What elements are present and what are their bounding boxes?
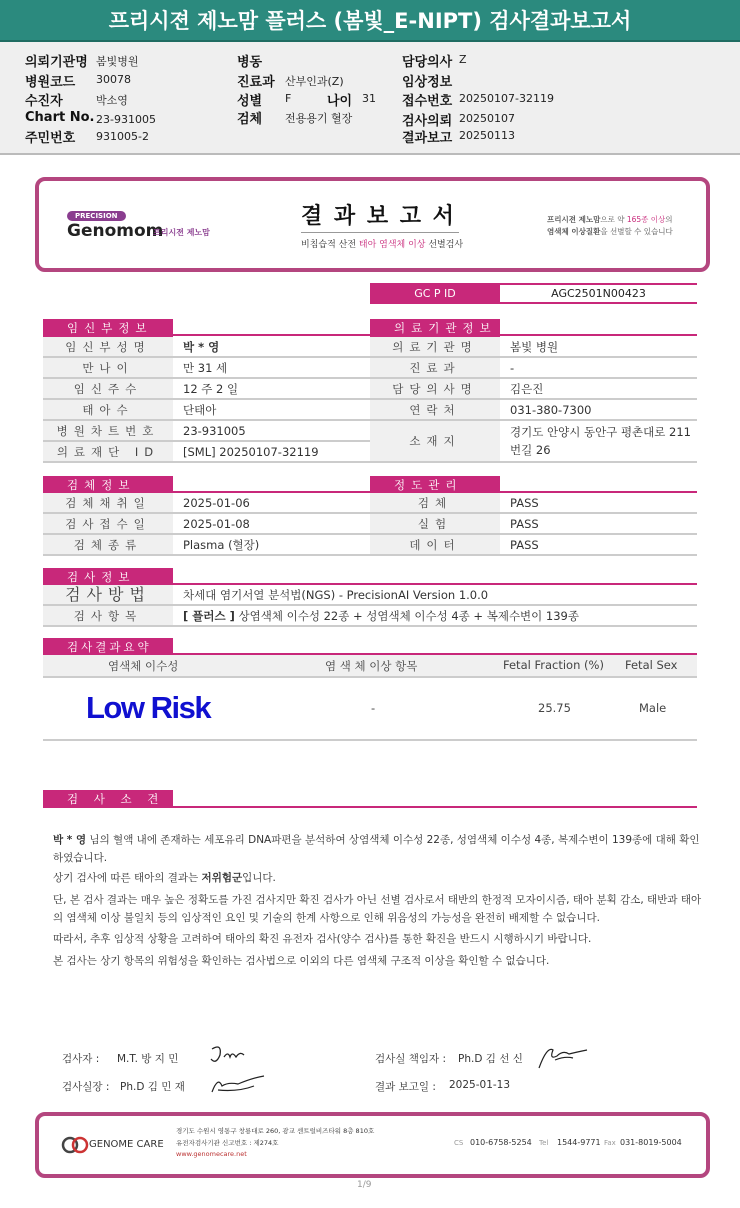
- row-label: 소재지: [370, 421, 500, 463]
- tester-signature-icon: [208, 1043, 248, 1067]
- row-value: 12 주 2 일: [173, 379, 370, 400]
- finding-bold: 저위험군: [201, 872, 243, 884]
- row-value: 031-380-7300: [500, 400, 697, 421]
- row-label: 임신주수: [43, 379, 173, 400]
- rrn-label: 주민번호: [25, 131, 76, 146]
- dept-label: 진료과: [237, 75, 275, 90]
- footer-box: [35, 1112, 710, 1178]
- clinical-label: 임상정보: [402, 75, 453, 90]
- report-banner: [35, 177, 710, 272]
- tester-name: M.T. 방 지 민: [117, 1053, 179, 1065]
- report-date-label: 결과보고: [402, 131, 453, 146]
- row-label: 검체채취일: [43, 493, 173, 514]
- finding-p2: [53, 869, 703, 887]
- chart-label: Chart No.: [25, 110, 95, 125]
- row-label: 실험: [370, 514, 500, 535]
- lead-name: Ph.D 김 선 신: [458, 1053, 523, 1065]
- row-label: 만나이: [43, 358, 173, 379]
- banner-subtitle: [301, 237, 463, 250]
- col-abnormal: 염 색 체 이상 항목: [325, 659, 418, 673]
- requester-label: 의뢰기관명: [25, 55, 88, 70]
- row-label: 검사접수일: [43, 514, 173, 535]
- page-number: 1/9: [357, 1180, 372, 1190]
- row-label: 검체종류: [43, 535, 173, 556]
- section-pregnant: 임신부정보: [43, 319, 173, 337]
- patient-label: 수진자: [25, 94, 63, 109]
- section-line: [173, 806, 697, 808]
- sex-label: 성별: [237, 94, 263, 109]
- row-value: 단태아: [173, 400, 370, 421]
- ward-label: 병동: [237, 55, 263, 70]
- request-value: 20250107: [459, 112, 515, 125]
- method-label: 검사방법: [43, 585, 173, 606]
- col-aneuploidy: 염색체 이수성: [108, 659, 179, 673]
- report-title: 프리시젼 제노맘 플러스 (봄빛_E-NIPT) 검사결과보고서: [0, 0, 740, 42]
- section-line: [500, 334, 697, 336]
- note-text: 으로 약: [600, 215, 627, 224]
- subtitle-highlight: 태아 염색체 이상: [358, 240, 426, 250]
- head-name: Ph.D 김 민 재: [120, 1081, 185, 1093]
- note-bold: 염색체 이상질환: [547, 227, 601, 236]
- row-label: 데이터: [370, 535, 500, 556]
- row-label: 임신부성명: [43, 337, 173, 358]
- section-summary: 검사결과요약: [43, 638, 173, 656]
- result-risk: Low Risk: [86, 690, 211, 725]
- result-fetal-fraction: 25.75: [538, 701, 571, 715]
- fax-number: 031-8019-5004: [620, 1138, 682, 1147]
- rrn-value: 931005-2: [96, 130, 149, 143]
- row-label: 의료재단 ID: [43, 442, 173, 463]
- head-label: 검사실장 :: [62, 1081, 110, 1093]
- genome-care-logo-icon: [61, 1136, 89, 1154]
- gcpid-label: GC P ID: [370, 283, 500, 304]
- hospital-code-label: 병원코드: [25, 75, 76, 90]
- note-bold: 프리시젼 제노맘: [547, 215, 601, 224]
- finding-p3: 단, 본 검사 결과는 매우 높은 정확도를 가진 검사지만 확진 검사가 아닌 선별 검사로서 태반의 한정적 모자이시즘, 태아 분획 감소, 태반과 태아의 염색체 이상 불일치 등의 임상적인 요인 및 기술의 한계 사항으로 인해 위음성의 가능성을 완전히 배제할 수 없습니다.: [53, 894, 702, 924]
- head-signature-icon: [208, 1072, 268, 1096]
- gcpid-value: AGC2501N00423: [500, 283, 697, 304]
- specimen-label: 검체: [237, 112, 263, 127]
- section-qc: 정도관리: [370, 476, 500, 494]
- section-findings: 검 사 소 견: [43, 790, 173, 808]
- brand-logo: Genomom: [67, 221, 164, 241]
- lead-label: 검사실 책임자 :: [375, 1053, 447, 1065]
- tester-label: 검사자 :: [62, 1053, 100, 1065]
- finding-text: 님의 혈액 내에 존재하는 세포유리 DNA파편을 분석하여 상염색체 이수성 22종, 성염색체 이수성 4종, 복제수변이 139종에 대해 확인하였습니다.: [53, 834, 700, 864]
- finding-p1: [53, 831, 703, 867]
- sex-value: F: [285, 92, 292, 105]
- row-label: 병원차트번호: [43, 421, 173, 442]
- subtitle-text: 비침습적 산전: [301, 240, 359, 250]
- banner-note: [547, 214, 673, 238]
- section-line: [173, 334, 370, 336]
- row-value: 봄빛 병원: [500, 337, 697, 358]
- cs-label: CS: [454, 1139, 464, 1147]
- dept-value: 산부인과(Z): [285, 75, 344, 88]
- chart-value: 23-931005: [96, 113, 156, 126]
- brand-sub: 프리시젼 제노맘: [153, 228, 210, 237]
- cs-phone: 010-6758-5254: [470, 1138, 532, 1147]
- banner-title: 결 과 보 고 서: [301, 204, 456, 229]
- row-value: 2025-01-08: [173, 514, 370, 535]
- row-label: 태아수: [43, 400, 173, 421]
- receipt-label: 접수번호: [402, 94, 453, 109]
- row-value: 박 * 영: [173, 337, 370, 358]
- note-text: 을 선별할 수 있습니다: [600, 227, 673, 236]
- section-test: 검사정보: [43, 568, 173, 586]
- row-value: 23-931005: [173, 421, 370, 442]
- request-label: 검사의뢰: [402, 114, 453, 129]
- patient-name: 박 * 영: [53, 834, 87, 846]
- summary-result-row: [43, 678, 697, 741]
- finding-text: 입니다.: [242, 872, 276, 884]
- age-label: 나이: [327, 94, 353, 109]
- finding-p4: 따라서, 추후 임상적 상황을 고려하여 태아의 확진 유전자 검사(양수 검사)를 통한 확진을 반드시 시행하시기 바랍니다.: [53, 933, 592, 945]
- receipt-value: 20250107-32119: [459, 92, 554, 105]
- section-institution: 의료기관정보: [370, 319, 500, 337]
- patient-value: 박소영: [96, 94, 128, 107]
- lead-signature-icon: [535, 1042, 590, 1070]
- summary-header-row: [43, 655, 697, 678]
- fax-label: Fax: [604, 1139, 616, 1147]
- row-label: 진료과: [370, 358, 500, 379]
- row-value: PASS: [500, 514, 697, 535]
- report-date: 2025-01-13: [449, 1079, 511, 1091]
- row-value: -: [500, 358, 697, 379]
- note-text: 의: [665, 215, 673, 224]
- items-plus: [ 플러스 ]: [183, 609, 235, 623]
- order-info-panel: [0, 42, 740, 155]
- row-label: 연락처: [370, 400, 500, 421]
- row-value: 2025-01-06: [173, 493, 370, 514]
- genome-care-logo: GENOME CARE: [89, 1139, 164, 1150]
- age-value: 31: [362, 92, 376, 105]
- row-value: PASS: [500, 535, 697, 556]
- result-abnormal: -: [371, 701, 376, 715]
- report-date-label: 결과 보고일 :: [375, 1081, 436, 1093]
- row-value: PASS: [500, 493, 697, 514]
- method-value: 차세대 염기서열 분석법(NGS) - PrecisionAI Version 1.0.0: [173, 585, 697, 606]
- hospital-code-value: 30078: [96, 73, 131, 86]
- note-highlight: 165종 이상: [626, 215, 666, 224]
- report-date-value: 20250113: [459, 129, 515, 142]
- col-fetal-fraction: Fetal Fraction (%): [503, 658, 604, 672]
- tel-phone: 1544-9771: [557, 1138, 601, 1147]
- doctor-value: Z: [459, 53, 467, 66]
- result-fetal-sex: Male: [639, 701, 667, 715]
- row-value: 만 31 세: [173, 358, 370, 379]
- footer-website[interactable]: www.genomecare.net: [176, 1150, 247, 1158]
- row-value: Plasma (혈장): [173, 535, 370, 556]
- precision-badge: PRECISION: [67, 211, 126, 221]
- col-fetal-sex: Fetal Sex: [625, 658, 678, 672]
- requester-value: 봄빛병원: [96, 55, 139, 68]
- footer-license: 유전자검사기관 신고번호 : 제274호: [176, 1139, 279, 1147]
- subtitle-text: 선별검사: [425, 240, 464, 250]
- finding-p5: 본 검사는 상기 항목의 위험성을 확인하는 검사법으로 이외의 다른 염색체 구조적 이상을 확인할 수 없습니다.: [53, 955, 550, 967]
- footer-address: 경기도 수원시 영통구 창룡대로 260, 광교 센트럴비즈타워 8층 810호: [176, 1127, 375, 1135]
- row-value: [SML] 20250107-32119: [173, 442, 370, 463]
- specimen-value: 전용용기 혈장: [285, 112, 353, 125]
- tel-label: Tel: [539, 1139, 549, 1147]
- items-label: 검사항목: [43, 606, 173, 627]
- banner-divider: [301, 232, 459, 233]
- section-specimen: 검체정보: [43, 476, 173, 494]
- row-value: 경기도 안양시 동안구 평촌대로 211번길 26: [500, 421, 697, 463]
- doctor-label: 담당의사: [402, 55, 453, 70]
- row-label: 의료기관명: [370, 337, 500, 358]
- row-label: 검체: [370, 493, 500, 514]
- finding-text: 상기 검사에 따른 태아의 결과는: [53, 872, 202, 884]
- items-value: [173, 606, 697, 627]
- items-text: 상염색체 이수성 22종 + 성염색체 이수성 4종 + 복제수변이 139종: [234, 609, 579, 623]
- row-label: 담당의사명: [370, 379, 500, 400]
- row-value: 김은진: [500, 379, 697, 400]
